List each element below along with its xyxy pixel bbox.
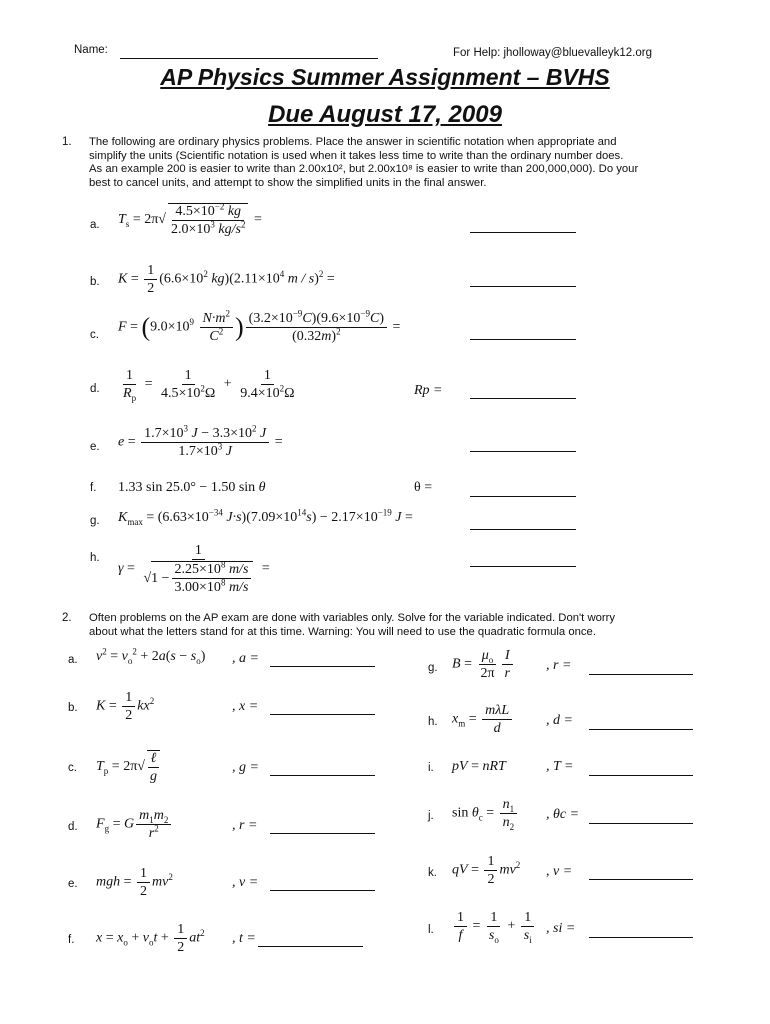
- answer-blank[interactable]: [258, 945, 363, 947]
- item-label: d.: [90, 383, 100, 395]
- equation: $\frac{1}{f}$ = $\frac{1}{s_o}$ + $\frac{1}{s_i}$: [452, 910, 537, 943]
- solve-for-label: , a =: [232, 651, 259, 666]
- answer-blank[interactable]: [470, 338, 576, 340]
- help-contact: For Help: jholloway@bluevalleyk12.org: [453, 47, 652, 59]
- question-instructions: [89, 136, 729, 190]
- solve-for-label: , v =: [232, 875, 259, 890]
- item-label: e.: [68, 878, 78, 890]
- equation: $\frac{1}{R_p}$ = $\frac{1}{4.5\times 10^2\Omega}$ + $\frac{1}{9.4\times 10^2\Omega}$: [123, 368, 295, 403]
- equation: K = $\frac{1}{2}$ $kx^2$: [96, 690, 155, 723]
- answer-blank[interactable]: [589, 878, 693, 880]
- instruction-line: simplify the units (Scientific notation is used when it takes less time to write than the ordinary number does.: [89, 149, 624, 162]
- instruction-line: As an example 200 is easier to write than 2.00x10², but 2.00x10⁸ is easier to write than 200,000,000). Do your: [89, 163, 639, 175]
- instruction-line: Often problems on the AP exam are done with variables only. Solve for the variable indicated. Don't worry: [89, 612, 616, 624]
- answer-blank[interactable]: [589, 822, 693, 824]
- equation: γ = 1 √1 − $\frac{2.25\times 10^8 m/s}{3.00\times 10^8 m/s}$ =: [118, 543, 270, 595]
- answer-blank[interactable]: [589, 673, 693, 675]
- item-label: c.: [68, 762, 77, 774]
- answer-blank[interactable]: [470, 231, 576, 233]
- equation: e = $\frac{1.7\times 10^3 J - 3.3\times 10^2 J}{1.7\times 10^3 J}$ =: [118, 423, 283, 459]
- equation: mgh = $\frac{1}{2}$ $mv^2$: [96, 866, 173, 899]
- answer-blank[interactable]: [270, 889, 375, 891]
- equation: $x = x_o + v_ot$ + $\frac{1}{2}$ $at^2$: [96, 922, 205, 955]
- item-label: e.: [90, 441, 100, 453]
- solve-for-label: , v =: [546, 864, 573, 879]
- answer-blank[interactable]: [270, 665, 375, 667]
- equation: K = $\frac{1}{2}$ ($6.6\times 10^2$ $kg)(2.11\times 10^4$ m / s)$^2$ =: [118, 263, 335, 296]
- solve-for-label: , d =: [546, 713, 573, 728]
- answer-blank[interactable]: [470, 397, 576, 399]
- item-label: f.: [68, 934, 75, 946]
- equation: pV = nRT: [452, 759, 506, 774]
- question-instructions: [89, 612, 729, 639]
- solve-for-label: , si =: [546, 921, 576, 936]
- answer-label: Rp =: [414, 383, 443, 398]
- question-number: 1.: [62, 136, 72, 148]
- equation: B = $\frac{\mu_o}{2\pi}$ $\frac{I}{r}$: [452, 648, 515, 681]
- item-label: j.: [428, 810, 434, 822]
- item-label: b.: [90, 276, 100, 288]
- answer-blank[interactable]: [270, 774, 375, 776]
- item-label: g.: [428, 662, 438, 674]
- due-date: Due August 17, 2009: [268, 101, 502, 128]
- equation: $F = (9.0\times 10^9$ $\frac{N\cdot m^2}{C^2}$ ) $\frac{(3.2\times 10^{-9}C)(9.6\times 10^{-9}C)}{(0.32m)^2}$ =: [118, 308, 401, 344]
- answer-blank[interactable]: [589, 728, 693, 730]
- item-label: i.: [428, 762, 434, 774]
- equation: qV = $\frac{1}{2}$ $mv^2$: [452, 854, 521, 887]
- item-label: a.: [68, 654, 78, 666]
- item-label: b.: [68, 702, 78, 714]
- answer-blank[interactable]: [470, 565, 576, 567]
- page-title: AP Physics Summer Assignment – BVHS: [160, 64, 610, 90]
- answer-blank[interactable]: [270, 832, 375, 834]
- answer-blank[interactable]: [589, 774, 693, 776]
- item-label: k.: [428, 867, 437, 879]
- equation: $x_m$ = $\frac{\text{mλL}}{d}$: [452, 703, 514, 736]
- solve-for-label: , θc =: [546, 807, 580, 822]
- answer-blank[interactable]: [470, 528, 576, 530]
- solve-for-label: , T =: [546, 759, 574, 774]
- instruction-line: about what the letters stand for at this time. Warning: You will need to use the quadratic formula once.: [89, 625, 596, 638]
- answer-blank[interactable]: [589, 936, 693, 938]
- item-label: l.: [428, 924, 434, 936]
- equation: $v^2 = v_o^2 + 2a(s - s_o)$: [96, 646, 206, 666]
- equation: 1.33 sin 25.0° − 1.50 sin θ: [118, 480, 266, 495]
- answer-blank[interactable]: [470, 285, 576, 287]
- equation: $T_p = 2\pi√$ $\frac{\text{ℓ}}{g}$: [96, 750, 162, 784]
- answer-blank[interactable]: [270, 713, 375, 715]
- equation: $\sin \theta_c$ = $\frac{n_1}{n_2}$: [452, 797, 519, 830]
- item-label: g.: [90, 515, 100, 527]
- instruction-line: The following are ordinary physics problems. Place the answer in scientific notation when appropriate and: [89, 136, 617, 148]
- solve-for-label: , g =: [232, 760, 259, 775]
- item-label: a.: [90, 219, 100, 231]
- name-label: Name:: [74, 44, 108, 56]
- item-label: h.: [428, 716, 438, 728]
- instruction-line: best to cancel units, and attempt to show the simplified units in the final answer.: [89, 176, 487, 189]
- solve-for-label: , x =: [232, 699, 259, 714]
- answer-label: θ =: [414, 480, 433, 495]
- answer-blank[interactable]: [470, 495, 576, 497]
- question-number: 2.: [62, 612, 72, 624]
- answer-blank[interactable]: [470, 450, 576, 452]
- solve-for-label: , t =: [232, 931, 256, 946]
- solve-for-label: , r =: [546, 658, 572, 673]
- item-label: h.: [90, 552, 100, 564]
- item-label: d.: [68, 821, 78, 833]
- equation: $F_g = G$ $\frac{m_1m_2}{r^2}$: [96, 808, 173, 841]
- name-field[interactable]: [120, 57, 378, 59]
- item-label: c.: [90, 329, 99, 341]
- equation: $T_s = 2\pi√$ $\frac{4.5\times 10^{-2} kg}{2.0\times 10^3 kg/s^2}$ =: [118, 201, 262, 237]
- item-label: f.: [90, 482, 97, 494]
- equation: $K_{max} = (6.63\times 10^{-34}$ $J\cdot s)(7.09\times 10^{14}s) - 2.17\times 10^{-19}$ J =: [118, 507, 413, 527]
- solve-for-label: , r =: [232, 818, 258, 833]
